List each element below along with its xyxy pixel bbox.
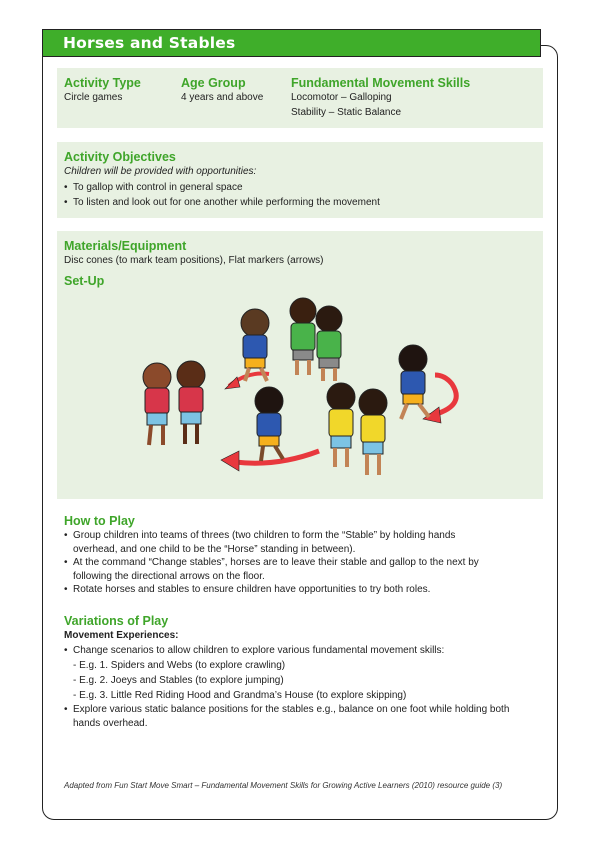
activity-type-label: Activity Type (64, 76, 141, 90)
how-to-play-item: • Group children into teams of threes (two children to form the “Stable” by holding hands overhead, and one child to be the “Horse” standing in between). (64, 529, 544, 556)
variation-example: - E.g. 3. Little Red Riding Hood and Grandma’s House (to explore skipping) (73, 690, 407, 701)
how-to-play-section (64, 514, 544, 597)
age-group-value: 4 years and above (181, 92, 264, 103)
variation-example: - E.g. 1. Spiders and Webs (to explore crawling) (73, 660, 286, 671)
materials-text: Disc cones (to mark team positions), Flat markers (arrows) (64, 255, 324, 266)
materials-heading: Materials/Equipment (64, 239, 187, 253)
objective-item: • To gallop with control in general space (64, 180, 534, 195)
fms-line: Locomotor – Galloping (291, 92, 392, 103)
age-group (181, 76, 263, 105)
objectives-intro: Children will be provided with opportunities: (64, 166, 257, 177)
child-figure-horse-top (241, 309, 269, 381)
how-to-play-item: • Rotate horses and stables to ensure children have opportunities to try both roles. (64, 583, 544, 597)
footer-citation: Adapted from Fun Start Move Smart – Fundamental Movement Skills for Growing Active Learners (2010) resource guide (3) (64, 781, 503, 790)
variation-item: • Change scenarios to allow children to explore various fundamental movement skills: (64, 643, 544, 658)
fms (291, 76, 470, 120)
objectives-heading: Activity Objectives (64, 150, 176, 164)
how-to-play-item: • At the command “Change stables”, horses are to leave their stable and gallop to the next by following the directional arrows on the floor. (64, 556, 544, 583)
materials-panel (57, 231, 543, 499)
title-bar (42, 29, 541, 57)
variations-section (64, 614, 544, 730)
info-panel (57, 68, 543, 128)
activity-type (64, 76, 141, 105)
child-figure-stable-top (290, 298, 342, 381)
setup-heading: Set-Up (64, 274, 105, 288)
fms-line: Stability – Static Balance (291, 107, 402, 118)
variations-heading: Variations of Play (64, 614, 169, 628)
fms-label: Fundamental Movement Skills (291, 76, 471, 90)
page-title: Horses and Stables (63, 34, 236, 52)
variations-subheading: Movement Experiences: (64, 630, 179, 641)
how-to-play-heading: How to Play (64, 514, 135, 528)
objectives-panel (57, 142, 543, 218)
direction-arrow (221, 451, 319, 471)
variation-example: - E.g. 2. Joeys and Stables (to explore jumping) (73, 675, 284, 686)
objective-item: • To listen and look out for one another while performing the movement (64, 195, 534, 210)
child-figure-stable-right (327, 383, 387, 475)
child-figure-horse-bottom (255, 387, 283, 461)
child-figure-stable-left (143, 361, 205, 445)
variation-item: • Explore various static balance positions for the stables e.g., balance on one foot while holding both hands overhead. (64, 703, 544, 730)
activity-type-value: Circle games (64, 92, 123, 103)
setup-illustration (57, 289, 543, 499)
age-group-label: Age Group (181, 76, 246, 90)
child-figure-horse-right (399, 345, 429, 419)
